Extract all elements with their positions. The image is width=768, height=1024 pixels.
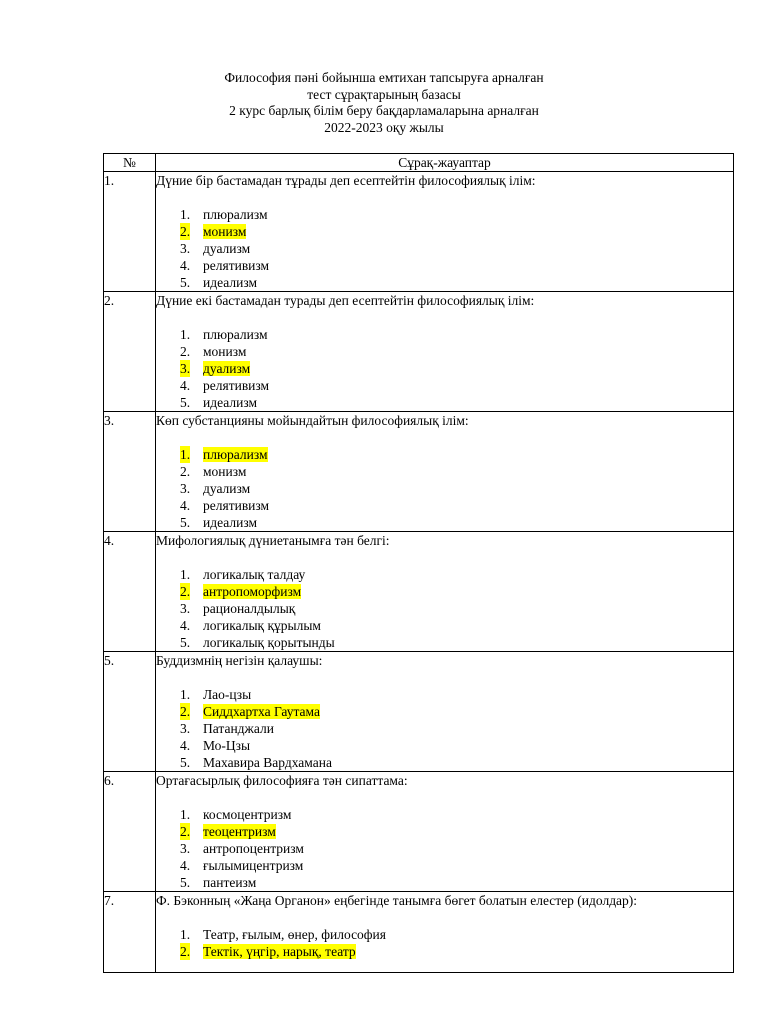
- answer-number: 4.: [180, 258, 191, 273]
- answer-option: [156, 737, 733, 754]
- answer-text: релятивизм: [203, 498, 270, 513]
- table-row: [104, 892, 734, 973]
- question-number: 3.: [104, 412, 156, 532]
- answer-text: идеализм: [203, 395, 258, 410]
- answer-option: [156, 703, 733, 720]
- question-cell: [156, 532, 734, 652]
- answer-number: 1.: [180, 567, 191, 582]
- correct-answer-text: Сиддхартха Гаутама: [203, 704, 320, 719]
- answer-option: [156, 514, 733, 531]
- answer-number: 4.: [180, 738, 191, 753]
- answer-option: [156, 583, 733, 600]
- answer-text: Театр, ғылым, өнер, философия: [203, 927, 386, 942]
- answer-text: идеализм: [203, 515, 258, 530]
- question-text: Ф. Бэконның «Жаңа Органон» еңбегінде танымға бөгет болатын елестер (идолдар):: [156, 893, 638, 908]
- question-cell: [156, 892, 734, 973]
- answer-number: 4.: [180, 378, 191, 393]
- answer-number: 2.: [180, 344, 191, 359]
- correct-answer-text: теоцентризм: [203, 824, 276, 839]
- questions-table: [103, 153, 734, 973]
- answer-text: антропоцентризм: [203, 841, 304, 856]
- table-row: [104, 412, 734, 532]
- answer-option: [156, 206, 733, 223]
- answer-option: [156, 343, 733, 360]
- answer-text: монизм: [203, 344, 247, 359]
- answer-number: 2.: [180, 464, 191, 479]
- answer-number: 5.: [180, 395, 191, 410]
- answer-number: 5.: [180, 875, 191, 890]
- header-line-2: тест сұрақтарының базасы: [307, 86, 461, 102]
- column-header-number: №: [104, 154, 156, 172]
- header-line-4: 2022-2023 оқу жылы: [324, 119, 444, 135]
- answer-list: [156, 566, 733, 651]
- answer-option: [156, 806, 733, 823]
- answer-number: 3.: [180, 601, 191, 616]
- question-text: Буддизмнің негізін қалаушы:: [156, 653, 323, 668]
- answer-number: 2.: [180, 944, 191, 959]
- answer-text: плюрализм: [203, 327, 268, 342]
- questions-body: [104, 172, 734, 973]
- question-text: Дүние бір бастамадан тұрады деп есептейтін философиялық ілім:: [156, 173, 536, 188]
- answer-number: 3.: [180, 481, 191, 496]
- answer-text: релятивизм: [203, 378, 270, 393]
- answer-text: дуализм: [203, 241, 251, 256]
- answer-option: [156, 720, 733, 737]
- answer-text: логикалық қорытынды: [203, 635, 335, 650]
- table-row: [104, 172, 734, 292]
- answer-number: 5.: [180, 275, 191, 290]
- answer-option: [156, 377, 733, 394]
- correct-answer-text: дуализм: [203, 361, 251, 376]
- document-header: [0, 70, 768, 136]
- answer-number: 3.: [180, 841, 191, 856]
- header-line-1: Философия пәні бойынша емтихан тапсыруға арналған: [224, 70, 544, 85]
- answer-number: 5.: [180, 635, 191, 650]
- answer-option: [156, 617, 733, 634]
- answer-number: 2.: [180, 224, 191, 239]
- answer-text: ғылымицентризм: [203, 858, 304, 873]
- question-cell: [156, 172, 734, 292]
- answer-number: 2.: [180, 704, 191, 719]
- answer-number: 5.: [180, 755, 191, 770]
- answer-option: [156, 634, 733, 651]
- answer-list: [156, 206, 733, 291]
- answer-number: 1.: [180, 447, 191, 462]
- question-cell: [156, 652, 734, 772]
- question-cell: [156, 292, 734, 412]
- question-text: Дүние екі бастамадан турады деп есептейтін философиялық ілім:: [156, 293, 535, 308]
- answer-number: 4.: [180, 618, 191, 633]
- answer-option: [156, 480, 733, 497]
- answer-option: [156, 463, 733, 480]
- correct-answer-text: Тектік, үңгір, нарық, театр: [203, 944, 356, 959]
- answer-list: [156, 446, 733, 531]
- answer-number: 3.: [180, 721, 191, 736]
- answer-text: пантеизм: [203, 875, 257, 890]
- answer-text: Мо-Цзы: [203, 738, 251, 753]
- answer-number: 1.: [180, 687, 191, 702]
- answer-text: плюрализм: [203, 207, 268, 222]
- answer-option: [156, 326, 733, 343]
- answer-text: логикалық құрылым: [203, 618, 321, 633]
- answer-option: [156, 274, 733, 291]
- answer-number: 2.: [180, 824, 191, 839]
- table-header-row: [104, 154, 734, 172]
- question-number: 5.: [104, 652, 156, 772]
- answer-number: 4.: [180, 498, 191, 513]
- answer-text: идеализм: [203, 275, 258, 290]
- answer-option: [156, 943, 733, 960]
- answer-number: 1.: [180, 807, 191, 822]
- answer-text: релятивизм: [203, 258, 270, 273]
- answer-list: [156, 326, 733, 411]
- answer-text: дуализм: [203, 481, 251, 496]
- answer-option: [156, 823, 733, 840]
- answer-option: [156, 257, 733, 274]
- column-header-questions: Сұрақ-жауаптар: [156, 154, 734, 172]
- question-cell: [156, 772, 734, 892]
- answer-text: Патанджали: [203, 721, 274, 736]
- question-number: 6.: [104, 772, 156, 892]
- answer-number: 2.: [180, 584, 191, 599]
- question-text: Мифологиялық дүниетанымға тән белгі:: [156, 533, 390, 548]
- answer-number: 5.: [180, 515, 191, 530]
- correct-answer-text: монизм: [203, 224, 247, 239]
- question-number: 1.: [104, 172, 156, 292]
- header-line-3: 2 курс барлық білім беру бақдарламаларына арналған: [229, 103, 539, 118]
- answer-option: [156, 754, 733, 771]
- answer-number: 4.: [180, 858, 191, 873]
- correct-answer-text: антропоморфизм: [203, 584, 302, 599]
- question-number: 2.: [104, 292, 156, 412]
- answer-option: [156, 840, 733, 857]
- table-row: [104, 292, 734, 412]
- answer-text: Лао-цзы: [203, 687, 252, 702]
- answer-option: [156, 360, 733, 377]
- answer-list: [156, 806, 733, 891]
- answer-option: [156, 240, 733, 257]
- answer-text: Махавира Вардхамана: [203, 755, 332, 770]
- answer-option: [156, 686, 733, 703]
- question-number: 4.: [104, 532, 156, 652]
- answer-option: [156, 394, 733, 411]
- question-text: Ортағасырлық философияға тән сипаттама:: [156, 773, 408, 788]
- answer-text: логикалық талдау: [203, 567, 306, 582]
- answer-number: 1.: [180, 927, 191, 942]
- answer-option: [156, 497, 733, 514]
- answer-option: [156, 566, 733, 583]
- question-text: Көп субстанцияны мойындайтын философиялық ілім:: [156, 413, 469, 428]
- correct-answer-text: плюрализм: [203, 447, 268, 462]
- answer-option: [156, 600, 733, 617]
- answer-option: [156, 223, 733, 240]
- answer-number: 1.: [180, 327, 191, 342]
- answer-number: 1.: [180, 207, 191, 222]
- question-cell: [156, 412, 734, 532]
- answer-list: [156, 926, 733, 960]
- question-number: 7.: [104, 892, 156, 973]
- answer-number: 3.: [180, 241, 191, 256]
- answer-list: [156, 686, 733, 771]
- answer-text: монизм: [203, 464, 247, 479]
- answer-text: космоцентризм: [203, 807, 292, 822]
- table-row: [104, 532, 734, 652]
- table-row: [104, 772, 734, 892]
- answer-option: [156, 926, 733, 943]
- answer-text: рационалдылық: [203, 601, 296, 616]
- answer-option: [156, 446, 733, 463]
- answer-number: 3.: [180, 361, 191, 376]
- answer-option: [156, 857, 733, 874]
- table-row: [104, 652, 734, 772]
- answer-option: [156, 874, 733, 891]
